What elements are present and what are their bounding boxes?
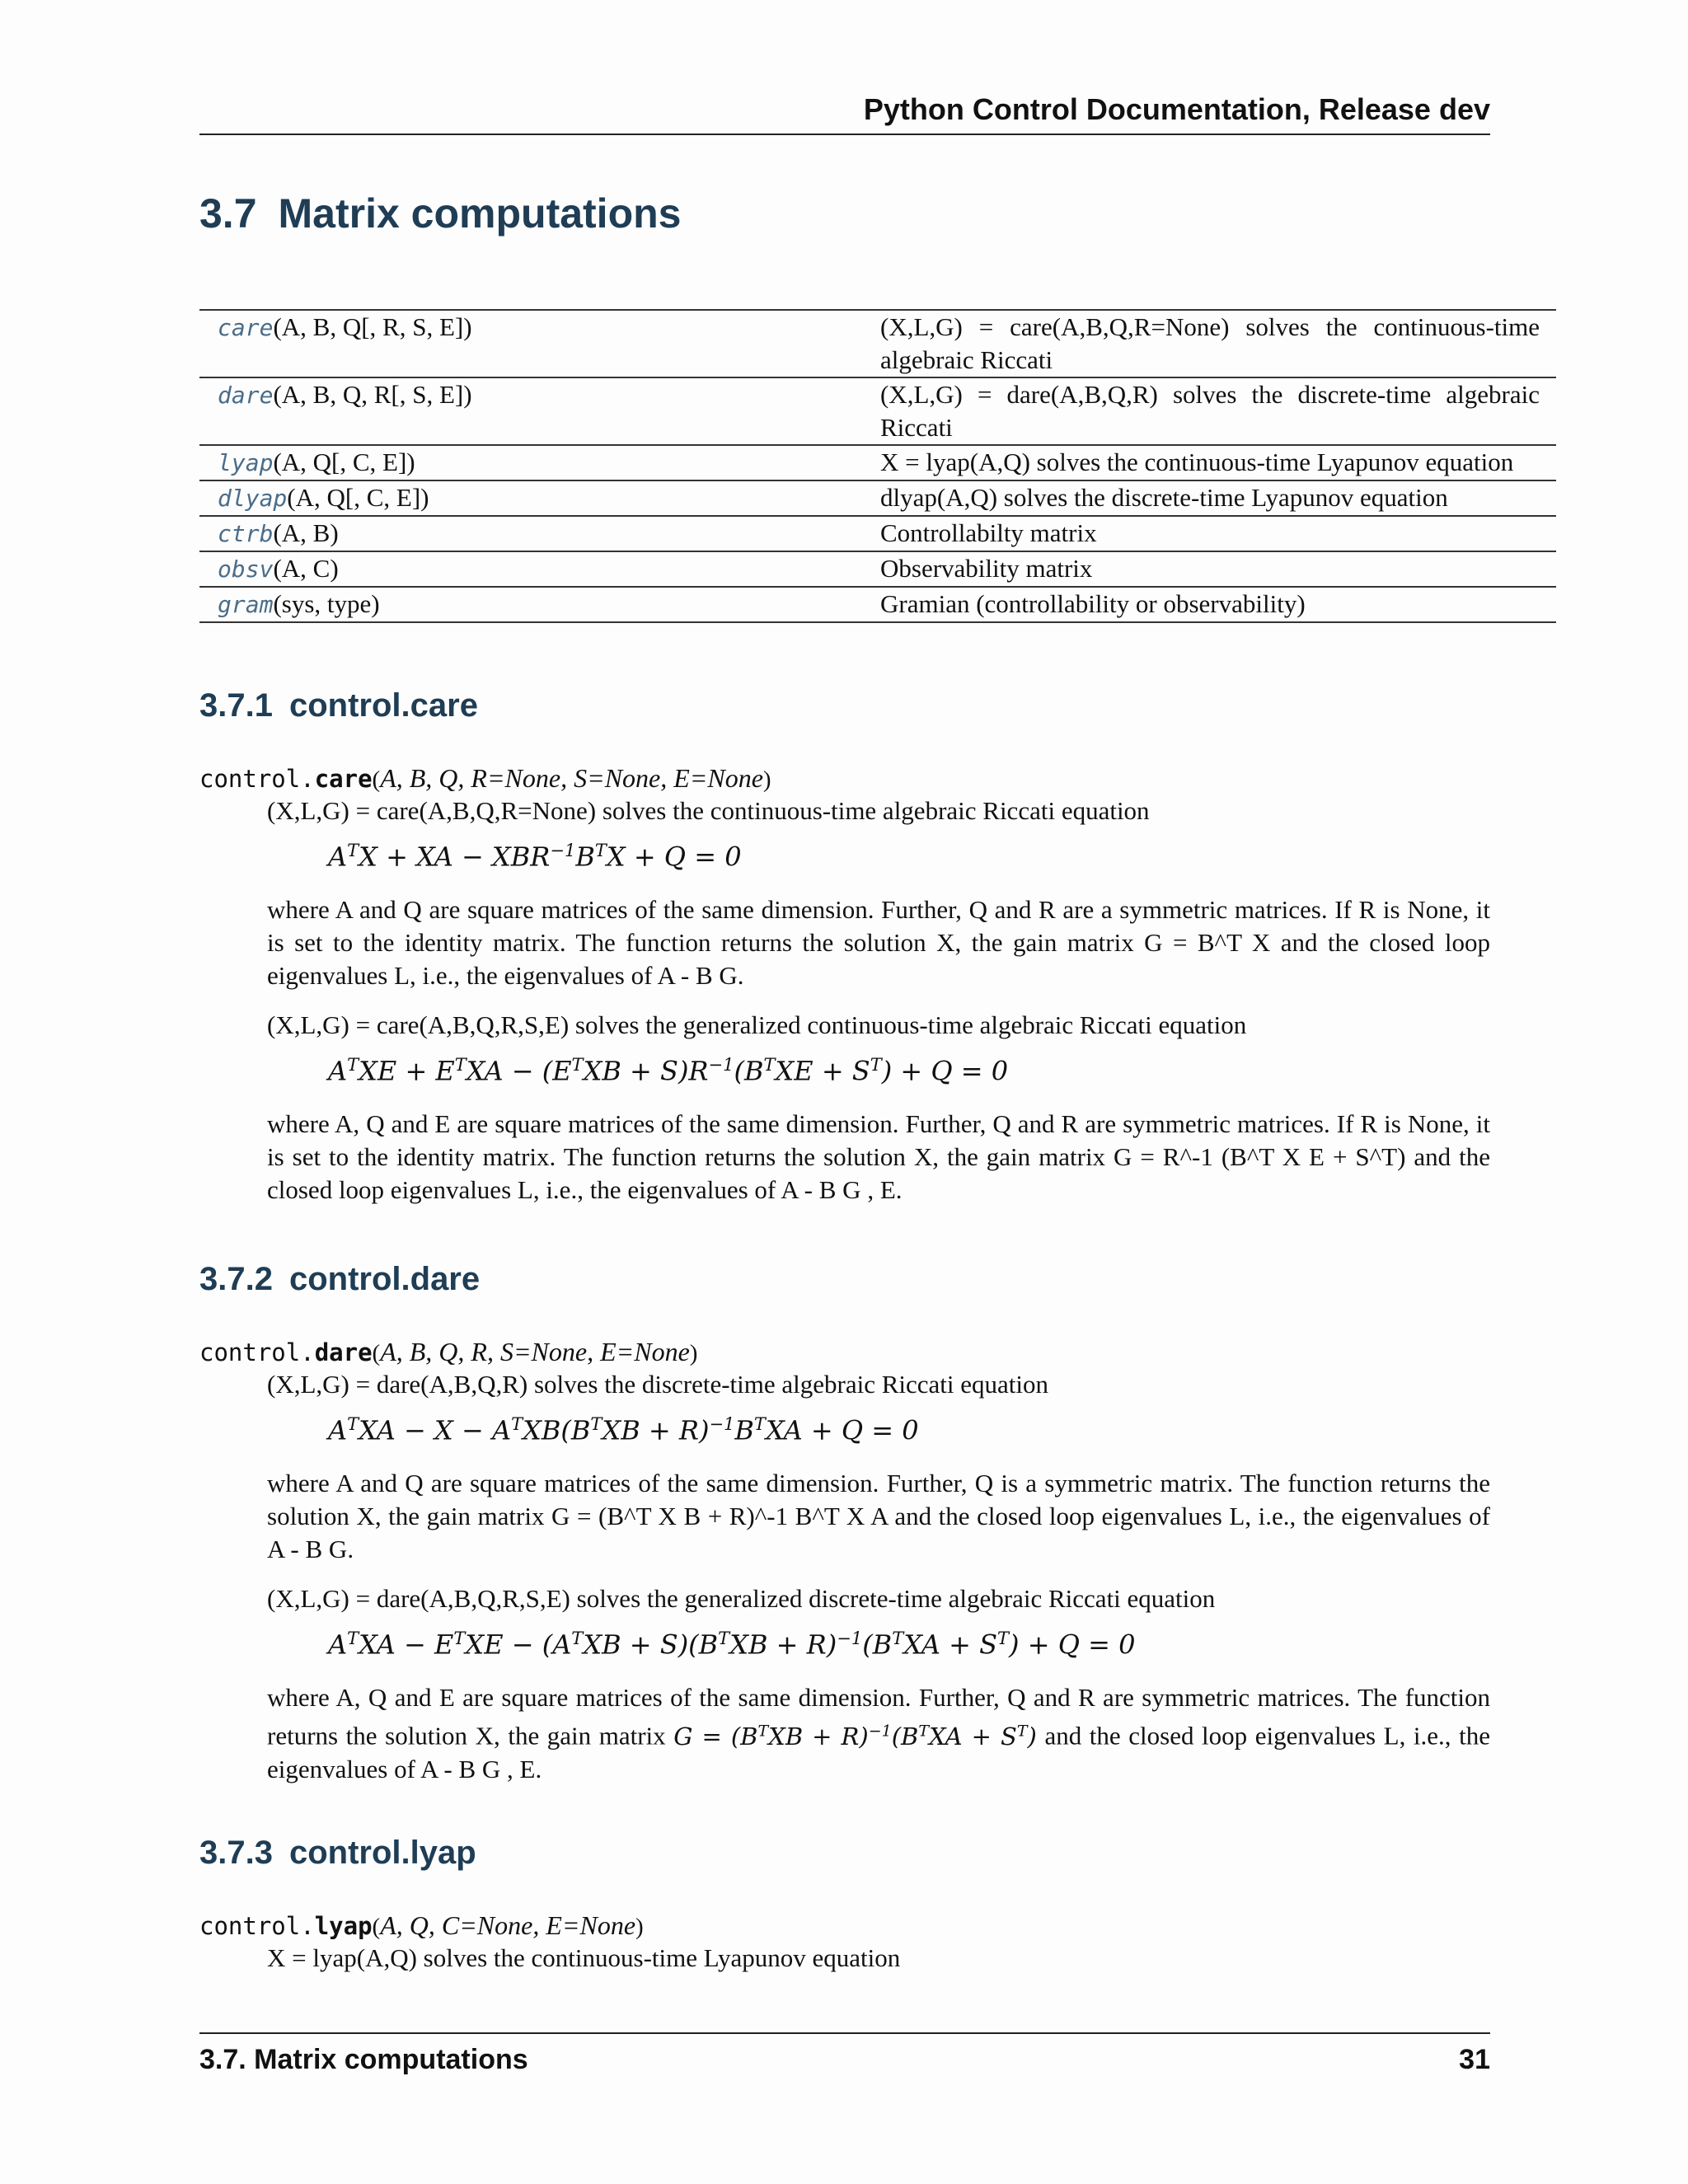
lyap-heading bbox=[199, 1835, 476, 1872]
lyap-sig-params: A, Q, C=None, E=None bbox=[380, 1910, 636, 1940]
care-sig-close: ) bbox=[762, 766, 771, 793]
summary-signature-cell bbox=[199, 445, 877, 480]
summary-signature-cell bbox=[199, 310, 877, 377]
summary-table bbox=[199, 309, 1556, 623]
running-header: Python Control Documentation, Release dev bbox=[199, 92, 1490, 135]
lyap-heading-number: 3.7.3 bbox=[199, 1835, 273, 1871]
summary-row-dlyap bbox=[199, 480, 1556, 516]
section-number: 3.7 bbox=[199, 190, 257, 237]
dare-gen-desc-before: where A, Q and E are square matrices of the same dimension. Further, Q and R are symmetric matrices. The function returns the solution X, the gain matrix bbox=[267, 1683, 1490, 1750]
summary-args: (A, Q[, C, E]) bbox=[273, 448, 415, 476]
dare-description: where A and Q are square matrices of the same dimension. Further, Q is a symmetric matrix. The function returns the solution X, the gain matrix G = (B^T X B + R)^-1 B^T X A and the closed loop eigenvalues L, i.e., the eigenvalues of A - B G. bbox=[267, 1469, 1490, 1563]
dare-heading-title: control.dare bbox=[288, 1261, 481, 1297]
care-generalized-summary: (X,L,G) = care(A,B,Q,R,S,E) solves the generalized continuous-time algebraic Riccati equation bbox=[267, 1010, 1247, 1039]
dare-generalized-summary: (X,L,G) = dare(A,B,Q,R,S,E) solves the generalized discrete-time algebraic Riccati equation bbox=[267, 1584, 1216, 1613]
lyap-heading-title: control.lyap bbox=[288, 1835, 476, 1871]
lyap-summary: X = lyap(A,Q) solves the continuous-time Lyapunov equation bbox=[267, 1943, 901, 1972]
dare-heading-number: 3.7.2 bbox=[199, 1261, 273, 1297]
dare-sig-name: dare bbox=[314, 1338, 373, 1366]
summary-args: (A, C) bbox=[273, 554, 339, 583]
summary-description-cell: (X,L,G) = dare(A,B,Q,R) solves the discrete-time algebraic Riccati bbox=[880, 380, 1540, 442]
care-equation: $A^TX$ + XA − $XBR^{-1}B^TX + Q = 0$ bbox=[328, 841, 742, 873]
care-sig-module: control. bbox=[199, 765, 315, 793]
lyap-sig-module: control. bbox=[199, 1912, 315, 1940]
care-heading bbox=[199, 687, 478, 724]
lyap-sig-open: ( bbox=[372, 1914, 381, 1940]
summary-signature-cell bbox=[199, 587, 877, 622]
dare-sig-open: ( bbox=[372, 1340, 381, 1366]
lyap-sig-name: lyap bbox=[314, 1912, 373, 1940]
summary-description-cell: X = lyap(A,Q) solves the continuous-time Lyapunov equation bbox=[880, 448, 1514, 476]
care-generalized-equation: $A^TXE + E^TXA - (E^TXB + S)R^{-1}(B^TXE + S^T) + Q = 0$ bbox=[328, 1055, 1009, 1087]
care-sig-name: care bbox=[314, 765, 373, 793]
care-generalized-description: where A, Q and E are square matrices of the same dimension. Further, Q and R are symmetric matrices. If R is None, it is set to the identity matrix. The function returns the solution X, the gain matrix G = R^-1 (B^T X E + S^T) and the closed loop eigenvalues L, i.e., the eigenvalues of A - B G , E. bbox=[267, 1109, 1490, 1204]
summary-args: (sys, type) bbox=[273, 589, 380, 618]
dare-gen-desc-after: and the closed loop eigenvalues L, i.e., the eigenvalues of A - B G , E. bbox=[267, 1721, 1490, 1783]
dare-summary: (X,L,G) = dare(A,B,Q,R) solves the discrete-time algebraic Riccati equation bbox=[267, 1370, 1049, 1399]
lyap-sig-close: ) bbox=[635, 1914, 644, 1940]
summary-link-lyap[interactable]: lyap bbox=[218, 449, 274, 476]
care-summary: (X,L,G) = care(A,B,Q,R=None) solves the continuous-time algebraic Riccati equation bbox=[267, 796, 1150, 825]
care-heading-number: 3.7.1 bbox=[199, 687, 273, 724]
running-footer bbox=[199, 2032, 1490, 2076]
care-signature bbox=[199, 762, 771, 796]
summary-description-cell: dlyap(A,Q) solves the discrete-time Lyapunov equation bbox=[880, 483, 1448, 512]
dare-gain-formula: $G = (B^TXB + R)^{-1}(B^TXA + S^T)$ bbox=[673, 1722, 1037, 1750]
dare-equation: $A^TXA - X - A^TXB(B^TXB + R)^{-1}B^TXA + Q = 0$ bbox=[328, 1414, 919, 1446]
summary-link-dlyap[interactable]: dlyap bbox=[218, 485, 288, 512]
care-heading-title: control.care bbox=[288, 687, 478, 724]
summary-signature-cell bbox=[199, 551, 877, 587]
summary-row-care bbox=[199, 310, 1556, 377]
section-title bbox=[199, 190, 681, 237]
summary-signature-cell bbox=[199, 516, 877, 551]
summary-args: (A, B) bbox=[273, 518, 339, 547]
dare-sig-module: control. bbox=[199, 1338, 315, 1366]
summary-signature-cell bbox=[199, 480, 877, 516]
page-number: 31 bbox=[1459, 2044, 1490, 2075]
dare-sig-close: ) bbox=[689, 1340, 698, 1366]
care-sig-params: A, B, Q, R=None, S=None, E=None bbox=[380, 763, 763, 793]
section-title-text: Matrix computations bbox=[278, 190, 682, 237]
summary-signature-cell bbox=[199, 377, 877, 445]
summary-link-gram[interactable]: gram bbox=[218, 591, 274, 618]
care-description: where A and Q are square matrices of the same dimension. Further, Q and R are a symmetric matrices. If R is None, it is set to the identity matrix. The function returns the solution X, the gain matrix G = B^T X and the closed loop eigenvalues L, i.e., the eigenvalues of A - B G. bbox=[267, 895, 1490, 990]
summary-row-obsv bbox=[199, 551, 1556, 587]
summary-description-cell: Gramian (controllability or observability) bbox=[880, 589, 1306, 618]
summary-row-ctrb bbox=[199, 516, 1556, 551]
footer-section: 3.7. Matrix computations bbox=[199, 2044, 528, 2075]
summary-link-obsv[interactable]: obsv bbox=[218, 555, 274, 583]
summary-args: (A, B, Q, R[, S, E]) bbox=[273, 380, 472, 409]
summary-link-ctrb[interactable]: ctrb bbox=[218, 520, 274, 547]
summary-description-cell: (X,L,G) = care(A,B,Q,R=None) solves the continuous-time algebraic Riccati bbox=[880, 312, 1540, 374]
summary-description-cell: Controllabilty matrix bbox=[880, 518, 1097, 547]
dare-sig-params: A, B, Q, R, S=None, E=None bbox=[380, 1337, 690, 1366]
lyap-signature bbox=[199, 1909, 644, 1943]
dare-generalized-equation: $A^TXA - E^TXE - (A^TXB + S)(B^TXB + R)^{-1}(B^TXA + S^T) + Q = 0$ bbox=[328, 1629, 1136, 1661]
summary-args: (A, Q[, C, E]) bbox=[287, 483, 429, 512]
summary-args: (A, B, Q[, R, S, E]) bbox=[273, 312, 472, 341]
dare-signature bbox=[199, 1335, 697, 1370]
summary-row-dare bbox=[199, 377, 1556, 445]
dare-heading bbox=[199, 1261, 480, 1298]
summary-row-lyap bbox=[199, 445, 1556, 480]
summary-row-gram bbox=[199, 587, 1556, 622]
summary-link-care[interactable]: care bbox=[218, 314, 274, 341]
summary-link-dare[interactable]: dare bbox=[218, 382, 274, 409]
care-sig-open: ( bbox=[372, 766, 381, 793]
summary-description-cell: Observability matrix bbox=[880, 554, 1093, 583]
dare-generalized-description bbox=[267, 1681, 1490, 1786]
